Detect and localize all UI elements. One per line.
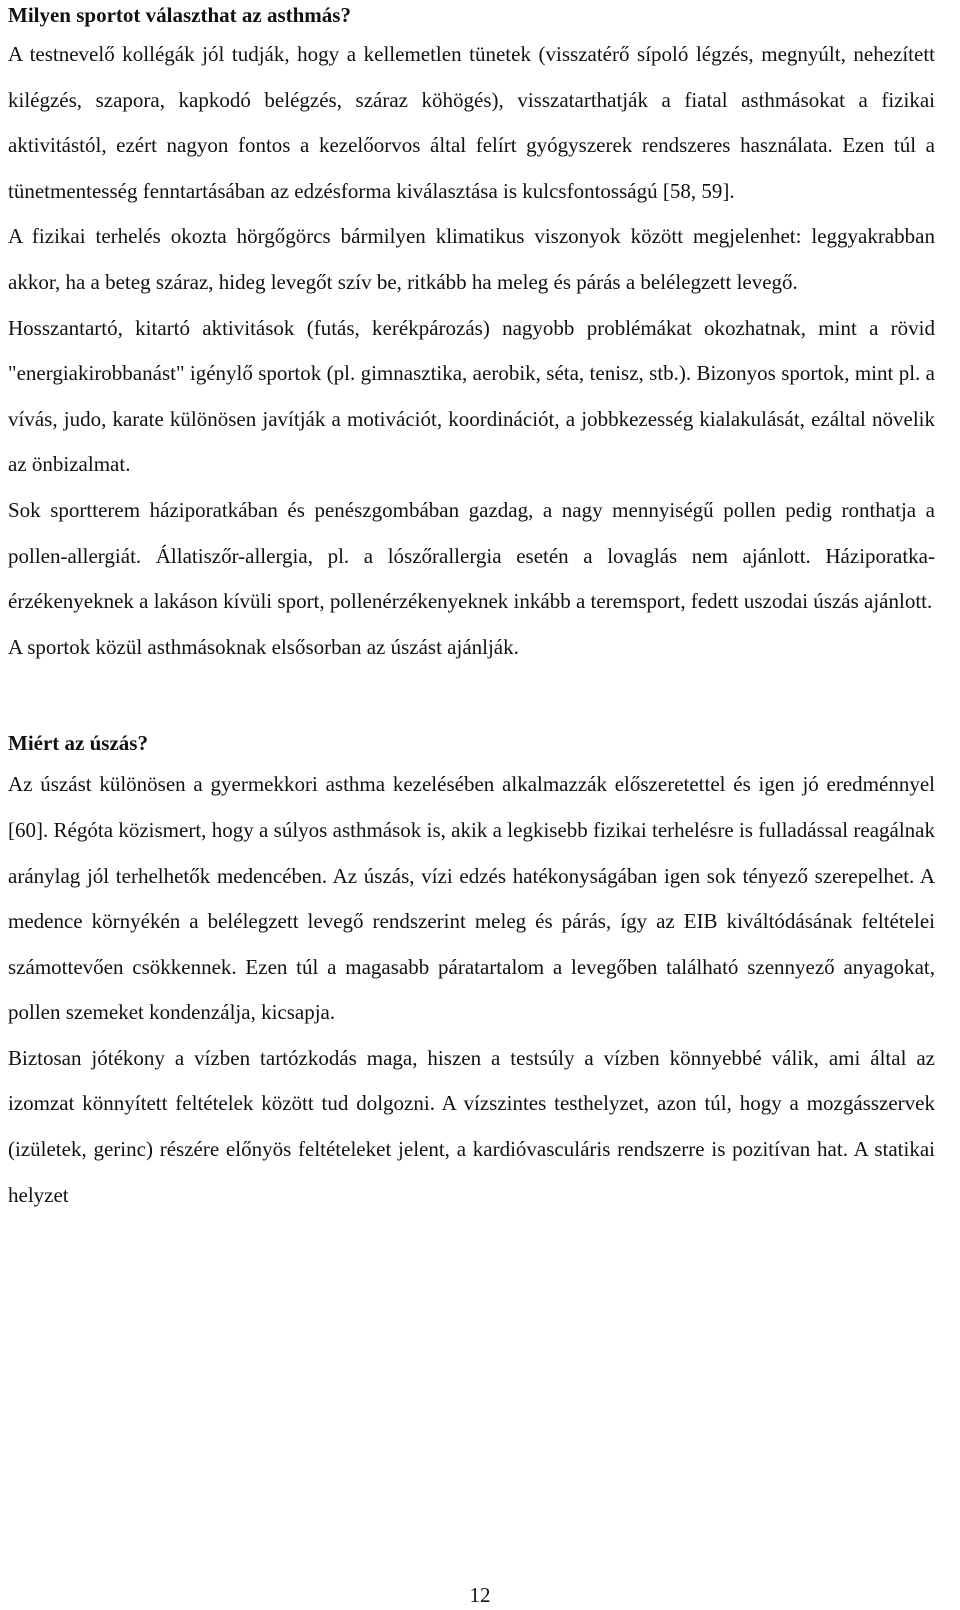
paragraph-bronchospasm: A fizikai terhelés okozta hörgőgörcs bármilyen klimatikus viszonyok között megjelenhet: leggyakrabban akkor, ha a beteg száraz, hideg levegőt szív be, ritkább ha meleg és párás a belélegzett levegő. <box>8 224 935 294</box>
paragraph-activities: Hosszantartó, kitartó aktivitások (futás, kerékpározás) nagyobb problémákat okozhatnak, mint a rövid "energiakirobbanást" igénylő sportok (pl. gimnasztika, aerobik, séta, tenisz, stb.). Bizonyos sportok, mint pl. a vívás, judo, karate különösen javítják a motivációt, koordinációt, a jobbkezesség kialakulását, ezáltal növelik az önbizalmat. <box>8 315 935 477</box>
paragraph-swimming-benefits: Az úszást különösen a gyermekkori asthma kezelésében alkalmazzák előszeretettel és igen jó eredménnyel [60]. Régóta közismert, hogy a súlyos asthmások is, akik a legkisebb fizikai terhelésre is fulladással reagálnak aránylag jól terhelhetők medencében. Az úszás, vízi edzés hatékonyságában igen sok tényező szerepelhet. A medence környékén a belélegzett levegő rendszerint meleg és párás, így az EIB kiváltódásának feltételei számottevően csökkennek. Ezen túl a magasabb páratartalom a levegőben található szennyező anyagokat, pollen szemeket kondenzálja, kicsapja. <box>8 772 935 1025</box>
section-heading-why-swimming: Miért az úszás? <box>8 731 148 756</box>
paragraph-water-effects: Biztosan jótékony a vízben tartózkodás maga, hiszen a testsúly a vízben könnyebbé válik, ami által az izomzat könnyített feltételek között tud dolgozni. A vízszintes testhelyzet, azon túl, hogy a mozgásszervek (izületek, gerinc) részére előnyös feltételeket jelent, a kardióvasculáris rendszerre is pozitívan hat. A statikai helyzet <box>8 1045 935 1207</box>
paragraph-symptoms: A testnevelő kollégák jól tudják, hogy a kellemetlen tünetek (visszatérő sípoló légzés, megnyúlt, nehezített kilégzés, szapora, kapkodó belégzés, száraz köhögés), visszatarthatják a fiatal asthmásokat a fizikai aktivitástól, ezért nagyon fontos a kezelőorvos által felírt gyógyszerek rendszeres használata. Ezen túl a tünetmentesség fenntartásában az edzésforma kiválasztása is kulcsfontosságú [58, 59]. <box>8 42 935 203</box>
paragraph-allergens: Sok sportterem háziporatkában és penészgombában gazdag, a nagy mennyiségű pollen pedig ronthatja a pollen-allergiát. Állatiszőr-allergia, pl. a lószőrallergia esetén a lovaglás nem ajánlott. Háziporatka-érzékenyeknek a lakáson kívüli sport, pollenérzékenyeknek inkább a teremsport, fedett uszodai úszás ajánlott. <box>8 497 935 614</box>
paragraph-swimming-recommended: A sportok közül asthmásoknak elsősorban az úszást ajánlják. <box>8 634 519 659</box>
document-page <box>8 0 935 1218</box>
section-heading-sports: Milyen sportot választhat az asthmás? <box>8 3 351 27</box>
page-number: 12 <box>469 1583 491 1607</box>
